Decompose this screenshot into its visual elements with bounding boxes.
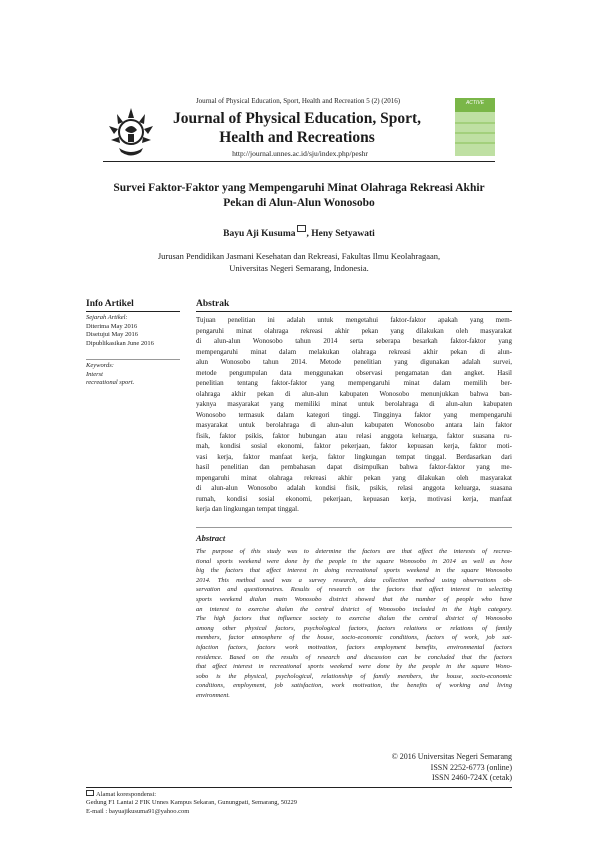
keyword-1: Interst [86,370,103,378]
abstract-line: isfaction factors, factors work motivation, factors employment benefits, environmental factors [196,643,512,651]
correspondence [86,790,406,816]
journal-header-reference: Journal of Physical Education, Sport, Health and Recreation 5 (2) (2016) [195,97,401,105]
copyright-block [320,752,512,784]
abstract-line: The purpose of this study was to determine the factors are that affect the interests of recrea- [196,548,512,555]
abstrak-heading: Abstrak [196,299,230,309]
abstract-divider [196,527,512,528]
abstract-line: tional sports weekend were done by the people in the square Wonosobo in 2014 as well as how [196,557,512,565]
header-divider [103,161,495,162]
cover-stripe [455,122,495,124]
abstract-line: an interest to exercise dialun the central district of Wonosobo included in the high category. [196,605,512,613]
journal-title [158,109,436,147]
published-date: Dipublikasikan June 2016 [86,339,154,347]
abstract-line: sports weekend dialun main Wonosobo district showed that the number of people who have [196,595,512,603]
accepted-date: Disetujui May 2016 [86,331,138,339]
article-history [86,314,154,348]
journal-url[interactable]: http://journal.unnes.ac.id/sju/index.php/peshr [232,149,368,158]
author-2: , Heny Setyawati [306,229,375,240]
abstrak-line: vasi kerja, faktor manfaat kerja, faktor lingkungan tempat tinggal. Berdasarkan dari [196,452,512,461]
abstrak-line: metode pengumpulan data menggunakan observasi pengamatan dan angket. Hasil [196,368,512,377]
affiliation-line1: Jurusan Pendidikan Jasmani Kesehatan dan Rekreasi, Fakultas Ilmu Keolahragaan, [157,251,441,261]
issn-online: ISSN 2252-6773 (online) [430,762,512,772]
envelope-icon [86,790,94,796]
abstract-line: big the factors that affect interest in doing recreational sports weekend in the square Wonosobo [196,567,512,575]
abstrak-line: mempengaruhi minat dalam melakukan olahraga rekreasi akhir pekan di alun- [196,347,512,356]
abstrak-line: masyarakat untuk berolahraga di alun-alun kabupaten Wonosobo antara lain faktor [196,421,512,429]
issn-print: ISSN 2460-724X (cetak) [432,773,512,782]
abstract-line: The high factors that influence society to exercise dialun the central district of Wonosobo [196,615,512,623]
abstrak-line: kerja dan lingkungan tempat tinggal. [196,505,299,513]
abstrak-line: fisik, faktor psikis, faktor hubungan atau relasi anggota keluarga, faktor suasana ru- [196,431,512,440]
abstrak-line: mpengaruhi minat olahraga rekreasi akhir pekan yang dilakukan oleh masyarakat [196,473,512,482]
abstrak-line: olahraga akhir pekan di alun-alun kabupaten Wonosobo menunjukkan bahwa ban- [196,389,512,398]
correspondence-email[interactable]: E-mail : bayuajikusuma91@yahoo.com [86,807,190,815]
article-title-line2: Pekan di Alun-Alun Wonosobo [223,197,375,209]
abstract-line: that affect interest in recreational sports weekend were done by the people in the square Wono- [196,663,512,671]
cover-label: ACTIVE [465,100,485,106]
abstract-line: 2014. This method used was a survey research, data collection method using observations ob- [196,576,512,584]
abstrak-divider [196,311,512,312]
journal-title-line1: Journal of Physical Education, Sport, [172,110,422,127]
abstrak-line: Wonosobo termasuk dalam kategori tinggi. Tingginya faktor yang mempengaruhi [196,410,512,419]
abstract-line: environment. [196,691,230,699]
copyright: © 2016 Universitas Negeri Semarang [391,752,512,761]
abstrak-line: di alun-alun Wonosobo adalah kondisi fisik, psikis, relasi anggota keluarga, suasana [196,484,512,492]
abstrak-body [196,315,512,515]
unnes-logo [103,104,159,162]
journal-title-line2: Health and Recreations [219,129,375,146]
abstract-line: residence. Based on the results of research and discussion can be concluded that the factors [196,653,512,661]
correspondence-address: Gedung F1 Lantai 2 FIK Unnes Kampus Sekaran, Gunungpati, Semarang, 50229 [86,799,298,807]
abstract-line: among other physical factors, psychological factors, factors relations or relations of family [196,624,512,632]
info-artikel-heading: Info Artikel [86,299,134,309]
correspondence-label: Alamat korespondensi: [96,791,157,798]
keywords [86,362,134,388]
keyword-2: recreational sport. [86,379,135,387]
abstrak-line: pengaruhi minat olahraga rekreasi akhir pekan yang dilakukan oleh masyarakat [196,326,512,335]
author-1: Bayu Aji Kusuma [223,229,296,240]
footer-divider [86,787,512,788]
cover-stripe [455,142,495,144]
info-divider [86,311,180,312]
abstract-line: servation and questionnaires. Results of research on the factors that affect interest in selecting [196,586,512,594]
affiliation [103,251,495,274]
abstrak-line: hasil penelitian dan pembahasan dapat disimpulkan bahwa faktor-faktor yang me- [196,463,512,471]
cover-stripe [455,132,495,134]
abstrak-line: Tujuan penelitian ini adalah untuk mengetahui faktor-faktor apakah yang mem- [196,316,512,324]
affiliation-line2: Universitas Negeri Semarang, Indonesia. [229,262,369,273]
abstract-line: members, factor atmosphere of the house, socio-economic conditions, factors of work, job sat- [196,634,512,642]
keywords-label: Keywords: [86,362,114,369]
journal-cover-thumbnail [455,98,495,156]
article-title-line1: Survei Faktor-Faktor yang Mempengaruhi Minat Olahraga Rekreasi Akhir [113,182,485,194]
info-divider-2 [86,359,180,360]
abstrak-line: yaknya masyarakat yang memiliki minat untuk berolahraga di alun-alun kabupaten [196,400,512,408]
received-date: Diterima May 2016 [86,322,138,330]
abstrak-line: mah, kondisi sosial ekonomi, faktor pekerjaan, faktor kepuasan kerja, faktor moti- [196,442,512,450]
authors [103,225,495,239]
abstrak-line: penelitian tentang faktor-faktor yang mempengaruhi minat dalam memilih ber- [196,379,512,387]
abstrak-line: alun Wonosobo tahun 2014. Metode penelitian yang digunakan adalah survei, [196,358,512,366]
abstrak-line: di alun-alun Wonosobo tahun 2014 serta seberapa besarkah faktor-faktor yang [196,337,512,345]
abstract-line: sobo is the physical, psychological, relationship of family members, the house, socio-economic [196,672,512,680]
abstract-body [196,547,512,701]
abstract-line: conditions, employment, job satisfaction, work motivation, the benefits of working and living [196,682,512,690]
history-label: Sejarah Artikel: [86,314,128,321]
article-title [103,181,495,211]
abstrak-line: rumah, kondisi sosial ekonomi, pekerjaan, kepuasan kerja, motivasi kerja, manfaat [196,494,512,503]
abstract-heading: Abstract [196,533,226,543]
